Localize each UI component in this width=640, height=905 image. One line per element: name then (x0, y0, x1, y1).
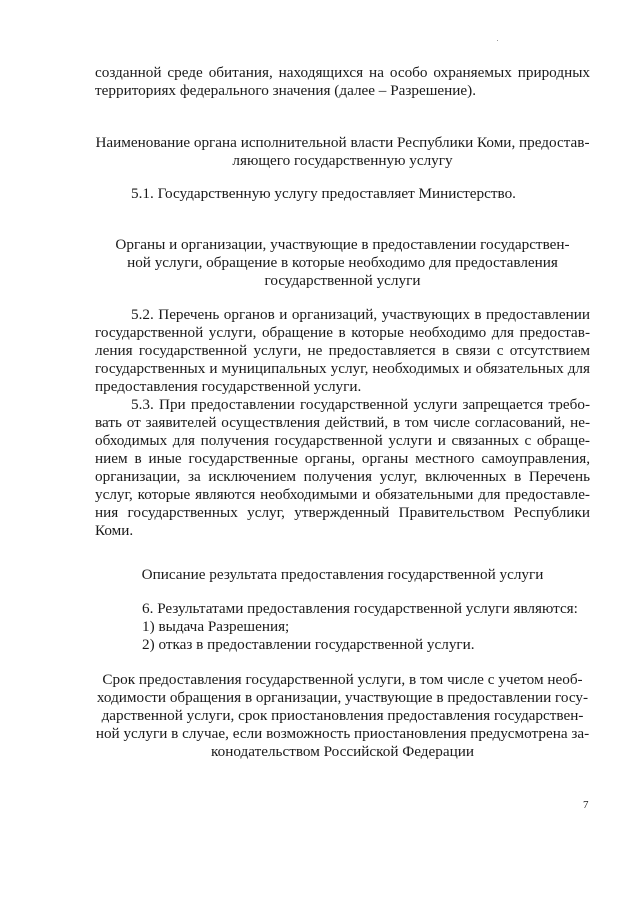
intro-line-1: созданной среде обитания, находящихся на особо охраняемых природных (95, 64, 590, 81)
paragraph-5-2-line-1: 5.2. Перечень органов и организаций, участвующих в предоставлении (131, 306, 590, 323)
heading-term-line-1: Срок предоставления государственной услуги, в том числе с учетом необ- (102, 671, 583, 688)
heading-result-text: Описание результата предоставления государственной услуги (141, 566, 544, 583)
paragraph-5-2-line-4: государственных и муниципальных услуг, необходимых и обязательных для (95, 360, 590, 377)
heading-organizations-line-2: ной услуги, обращение в которые необходимо для предоставления (127, 254, 558, 271)
heading-term-line-3: дарственной услуги, срок приостановления предоставления государствен- (101, 707, 584, 724)
paragraph-5-3-line-1: 5.3. При предоставлении государственной услуги запрещается требо- (131, 396, 590, 413)
heading-authority-line-1: Наименование органа исполнительной власти Республики Коми, предостав- (95, 134, 590, 151)
paragraph-5-2-line-3: ления государственной услуги, не предоставляется в связи с отсутствием (95, 342, 590, 359)
heading-organizations (95, 236, 590, 290)
paragraph-5-3-line-8: Коми. (95, 522, 134, 539)
paragraph-5-3-line-6: услуг, которые являются необходимыми и обязательными для предоставле- (95, 486, 590, 503)
paragraph-5-3-line-4: нием в иные государственные органы, органы местного самоуправления, (95, 450, 590, 467)
paragraph-5-3 (95, 396, 590, 540)
heading-authority (95, 134, 590, 170)
heading-term-line-4: ной услуги в случае, если возможность приостановления предусмотрена за- (95, 725, 590, 742)
paragraph-5-3-line-2: вать от заявителей осуществления действий, в том числе согласований, не- (95, 414, 590, 431)
heading-organizations-line-3: государственной услуги (264, 272, 421, 289)
paragraph-5-1-text: 5.1. Государственную услугу предоставляет Министерство. (131, 185, 516, 202)
paragraph-6-line-1: 6. Результатами предоставления государственной услуги являются: (142, 600, 578, 617)
heading-authority-line-2: ляющего государственную услугу (232, 152, 453, 169)
paragraph-5-1 (131, 185, 591, 203)
paragraph-5-2 (95, 306, 590, 396)
paragraph-5-2-line-2: государственной услуги, обращение в которые необходимо для предостав- (95, 324, 590, 341)
paragraph-5-3-line-5: организации, за исключением получения услуг, включенных в Перечень (95, 468, 590, 485)
page-number: 7 (583, 799, 589, 811)
heading-organizations-line-1: Органы и организации, участвующие в предоставлении государствен- (115, 236, 570, 253)
intro-line-2: территориях федерального значения (далее – Разрешение). (95, 82, 476, 99)
heading-term (95, 671, 590, 761)
heading-result (95, 566, 590, 584)
paragraph-5-3-line-3: обходимых для получения государственной услуги и связанных с обраще- (95, 432, 590, 449)
paragraph-5-3-line-7: ния государственных услуг, утвержденный Правительством Республики (95, 504, 590, 521)
heading-term-line-5: конодательством Российской Федерации (211, 743, 474, 760)
paragraph-6-item-2: 2) отказ в предоставлении государственной услуги. (142, 636, 475, 653)
paragraph-5-2-line-5: предоставления государственной услуги. (95, 378, 362, 395)
heading-term-line-2: ходимости обращения в организации, участвующие в предоставлении госу- (96, 689, 589, 706)
paragraph-6-item-1: 1) выдача Разрешения; (142, 618, 290, 635)
paragraph-6 (142, 600, 592, 654)
intro-paragraph (95, 64, 590, 100)
scan-artifact (497, 40, 498, 41)
